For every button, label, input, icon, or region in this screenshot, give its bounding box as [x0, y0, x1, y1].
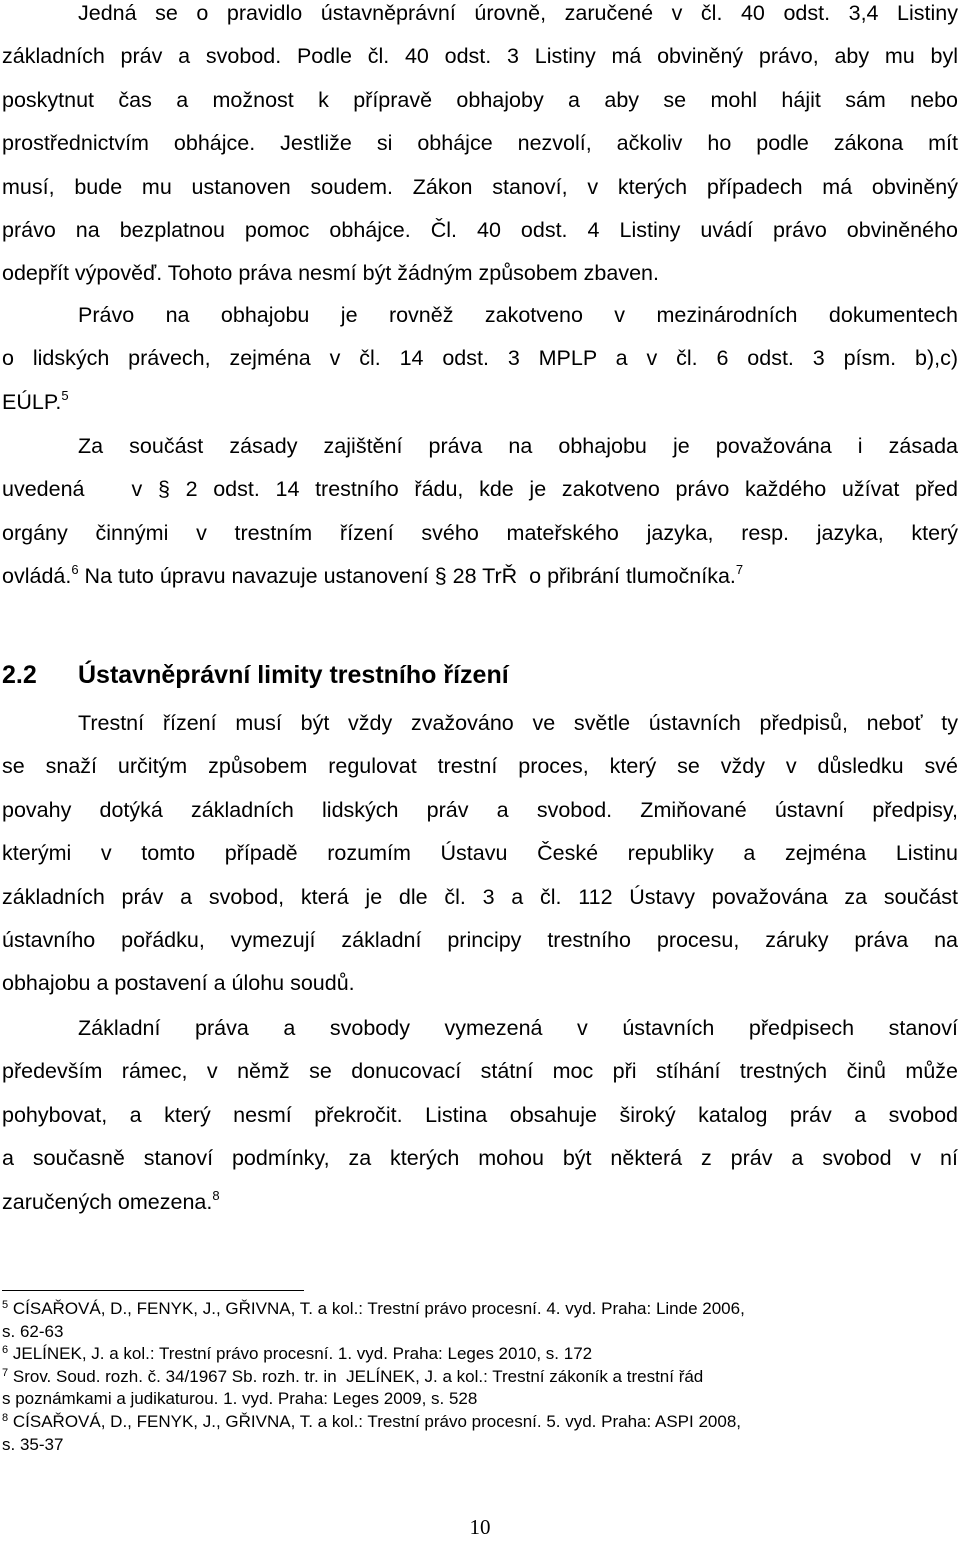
- footnote-separator: [2, 1290, 304, 1291]
- text-line: Jedná se o pravidlo ústavněprávní úrovně, zaručené v čl. 40 odst. 3,4 Listiny: [78, 1, 958, 25]
- text-fragment: ovládá.: [2, 564, 72, 589]
- section-number: 2.2: [2, 661, 37, 689]
- text-line: [2, 555, 958, 598]
- text-line: musí, bude mu ustanoven soudem. Zákon stanoví, v kterých případech má obviněný: [2, 174, 958, 199]
- text-line: prostřednictvím obhájce. Jestliže si obhájce nezvolí, ačkoliv ho podle zákona mít: [2, 131, 958, 156]
- footnote-ref[interactable]: 7: [735, 562, 744, 578]
- footnote-mark: 8: [2, 1411, 9, 1424]
- text-line: ústavního pořádku, vymezují základní principy trestního procesu, záruky práva na: [2, 928, 958, 953]
- text-line: odepřít výpověď. Tohoto práva nesmí být žádným způsobem zbaven.: [2, 261, 659, 286]
- text-line: povahy dotýká základních lidských práv a svobod. Zmiňované ústavní předpisy,: [2, 797, 958, 822]
- footnote-text: CÍSAŘOVÁ, D., FENYK, J., GŘIVNA, T. a kol.: Trestní právo procesní. 5. vyd. Praha: ASPI 2008,: [12, 1411, 742, 1431]
- footnote-8: [2, 1411, 958, 1434]
- text-line: o lidských právech, zejména v čl. 14 odst. 3 MPLP a v čl. 6 odst. 3 písm. b),c): [2, 346, 958, 371]
- text-line: základních práv a svobod. Podle čl. 40 odst. 3 Listiny má obviněný právo, aby mu byl: [2, 44, 958, 69]
- footnote-6: [2, 1343, 958, 1366]
- footnote-7: [2, 1366, 958, 1389]
- footnote-8-cont: s. 35-37: [2, 1434, 64, 1454]
- footnote-mark: 6: [2, 1344, 9, 1357]
- text-line: [2, 1181, 958, 1224]
- footnote-5: [2, 1298, 958, 1321]
- footnote-text: Srov. Soud. rozh. č. 34/1967 Sb. rozh. tr. in JELÍNEK, J. a kol.: Trestní zákoník a trestní řád: [12, 1366, 704, 1386]
- paragraph-2: [2, 294, 958, 424]
- text-line: kterými v tomto případě rozumím Ústavu České republiky a zejména Listinu: [2, 841, 958, 866]
- text-line: se snaží určitým způsobem regulovat trestní proces, který se vždy v důsledku své: [2, 754, 958, 779]
- text-line: Za součást zásady zajištění práva na obhajobu je považována i zásada: [78, 434, 958, 458]
- text-line: a současně stanoví podmínky, za kterých mohou být některá z práv a svobod v ní: [2, 1146, 958, 1171]
- footnote-ref[interactable]: 6: [71, 562, 79, 578]
- footnote-ref[interactable]: 5: [61, 387, 69, 403]
- text-line: právo na bezplatnou pomoc obhájce. Čl. 40 odst. 4 Listiny uvádí právo obviněného: [2, 218, 958, 243]
- footnote-5-cont: s. 62-63: [2, 1321, 64, 1341]
- text-line: obhajobu a postavení a úlohu soudů.: [2, 971, 355, 996]
- paragraph-1: [2, 0, 958, 296]
- text-line: [2, 381, 958, 424]
- text-line: uvedená v § 2 odst. 14 trestního řádu, kde je zakotveno právo každého užívat před: [2, 477, 958, 502]
- footnote-mark: 5: [2, 1299, 9, 1311]
- text-fragment: zaručených omezena.: [2, 1189, 213, 1214]
- footnote-7-cont: s poznámkami a judikaturou. 1. vyd. Praha: Leges 2009, s. 528: [2, 1389, 478, 1409]
- text-line: Trestní řízení musí být vždy zvažováno ve světle ústavních předpisů, neboť ty: [78, 711, 958, 735]
- text-line: základních práv a svobod, která je dle čl. 3 a čl. 112 Ústavy považována za součást: [2, 884, 958, 909]
- section-heading: [2, 655, 958, 695]
- text-fragment: EÚLP.: [2, 389, 62, 414]
- footnotes: [2, 1298, 958, 1456]
- paragraph-5: [2, 1007, 958, 1224]
- page-number: 10: [469, 1515, 491, 1539]
- paragraph-4: [2, 702, 958, 1006]
- text-line: pohybovat, a který nesmí překročit. Listina obsahuje široký katalog práv a svobod: [2, 1102, 958, 1127]
- section-title: Ústavněprávní limity trestního řízení: [78, 661, 509, 689]
- text-line: především rámec, v němž se donucovací státní moc při stíhání trestných činů může: [2, 1059, 958, 1084]
- paragraph-3: [2, 425, 958, 599]
- text-line: orgány činnými v trestním řízení svého mateřského jazyka, resp. jazyka, který: [2, 520, 958, 545]
- footnote-ref[interactable]: 8: [212, 1187, 220, 1203]
- text-line: Základní práva a svobody vymezená v ústavních předpisech stanoví: [78, 1016, 958, 1040]
- footnote-text: CÍSAŘOVÁ, D., FENYK, J., GŘIVNA, T. a kol.: Trestní právo procesní. 4. vyd. Praha: Linde 2006,: [12, 1299, 745, 1318]
- text-line: poskytnut čas a možnost k přípravě obhajoby a aby se mohl hájit sám nebo: [2, 87, 958, 112]
- text-fragment: Na tuto úpravu navazuje ustanovení § 28 TrŘ o přibrání tlumočníka.: [78, 564, 736, 589]
- footnote-text: JELÍNEK, J. a kol.: Trestní právo procesní. 1. vyd. Praha: Leges 2010, s. 172: [12, 1344, 593, 1364]
- text-line: Právo na obhajobu je rovněž zakotveno v mezinárodních dokumentech: [78, 303, 958, 327]
- footnote-mark: 7: [2, 1366, 9, 1379]
